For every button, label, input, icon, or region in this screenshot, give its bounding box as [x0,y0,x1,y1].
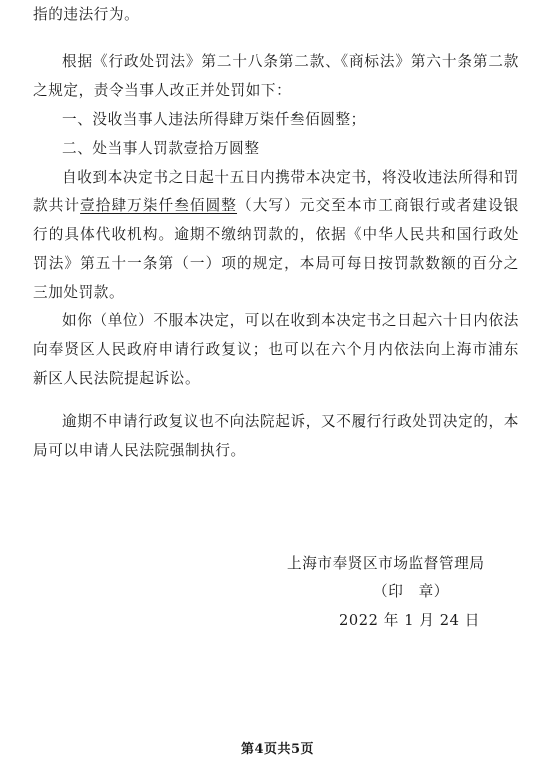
text-line: 之规定，责令当事人改正并处罚如下： [33,82,292,99]
text-line: 新区人民法院提起诉讼。 [33,370,201,387]
text-line: 指的违法行为。 [33,6,140,23]
total-amount-uppercase: 壹拾肆万柒仟叁佰圆整 [80,197,238,214]
penalty-item-2: 二、处当事人罚款壹拾万圆整 [62,140,260,157]
text-line: 行的具体代收机构。逾期不缴纳罚款的，依据《中华人民共和国行政处 [33,226,519,243]
text-line: 向奉贤区人民政府申请行政复议；也可以在六个月内依法向上海市浦东 [33,341,519,358]
text-segment: 款共计 [33,197,81,214]
penalty-item-1: 一、没收当事人违法所得肆万柒仟叁佰圆整； [62,111,366,128]
issuer-name: 上海市奉贤区市场监督管理局 [287,555,485,572]
text-line [33,196,519,216]
text-line: 自收到本决定书之日起十五日内携带本决定书，将没收违法所得和罚 [62,169,519,186]
text-segment: （大写）元交至本市工商银行或者建设银 [237,197,519,214]
page-number: 第4页共5页 [240,742,315,757]
text-line: 如你（单位）不服本决定，可以在收到本决定书之日起六十日内依法 [62,312,519,329]
text-line: 根据《行政处罚法》第二十八条第二款、《商标法》第六十条第二款 [62,53,519,70]
seal-placeholder: （印 章） [373,583,449,600]
issue-date: 2022 年 1 月 24 日 [339,612,480,629]
text-line: 罚法》第五十一条第（一）项的规定，本局可每日按罚款数额的百分之 [33,255,519,272]
text-line: 三加处罚款。 [33,284,125,301]
text-line: 局可以申请人民法院强制执行。 [33,442,246,459]
text-line: 逾期不申请行政复议也不向法院起诉，又不履行行政处罚决定的，本 [62,413,519,430]
